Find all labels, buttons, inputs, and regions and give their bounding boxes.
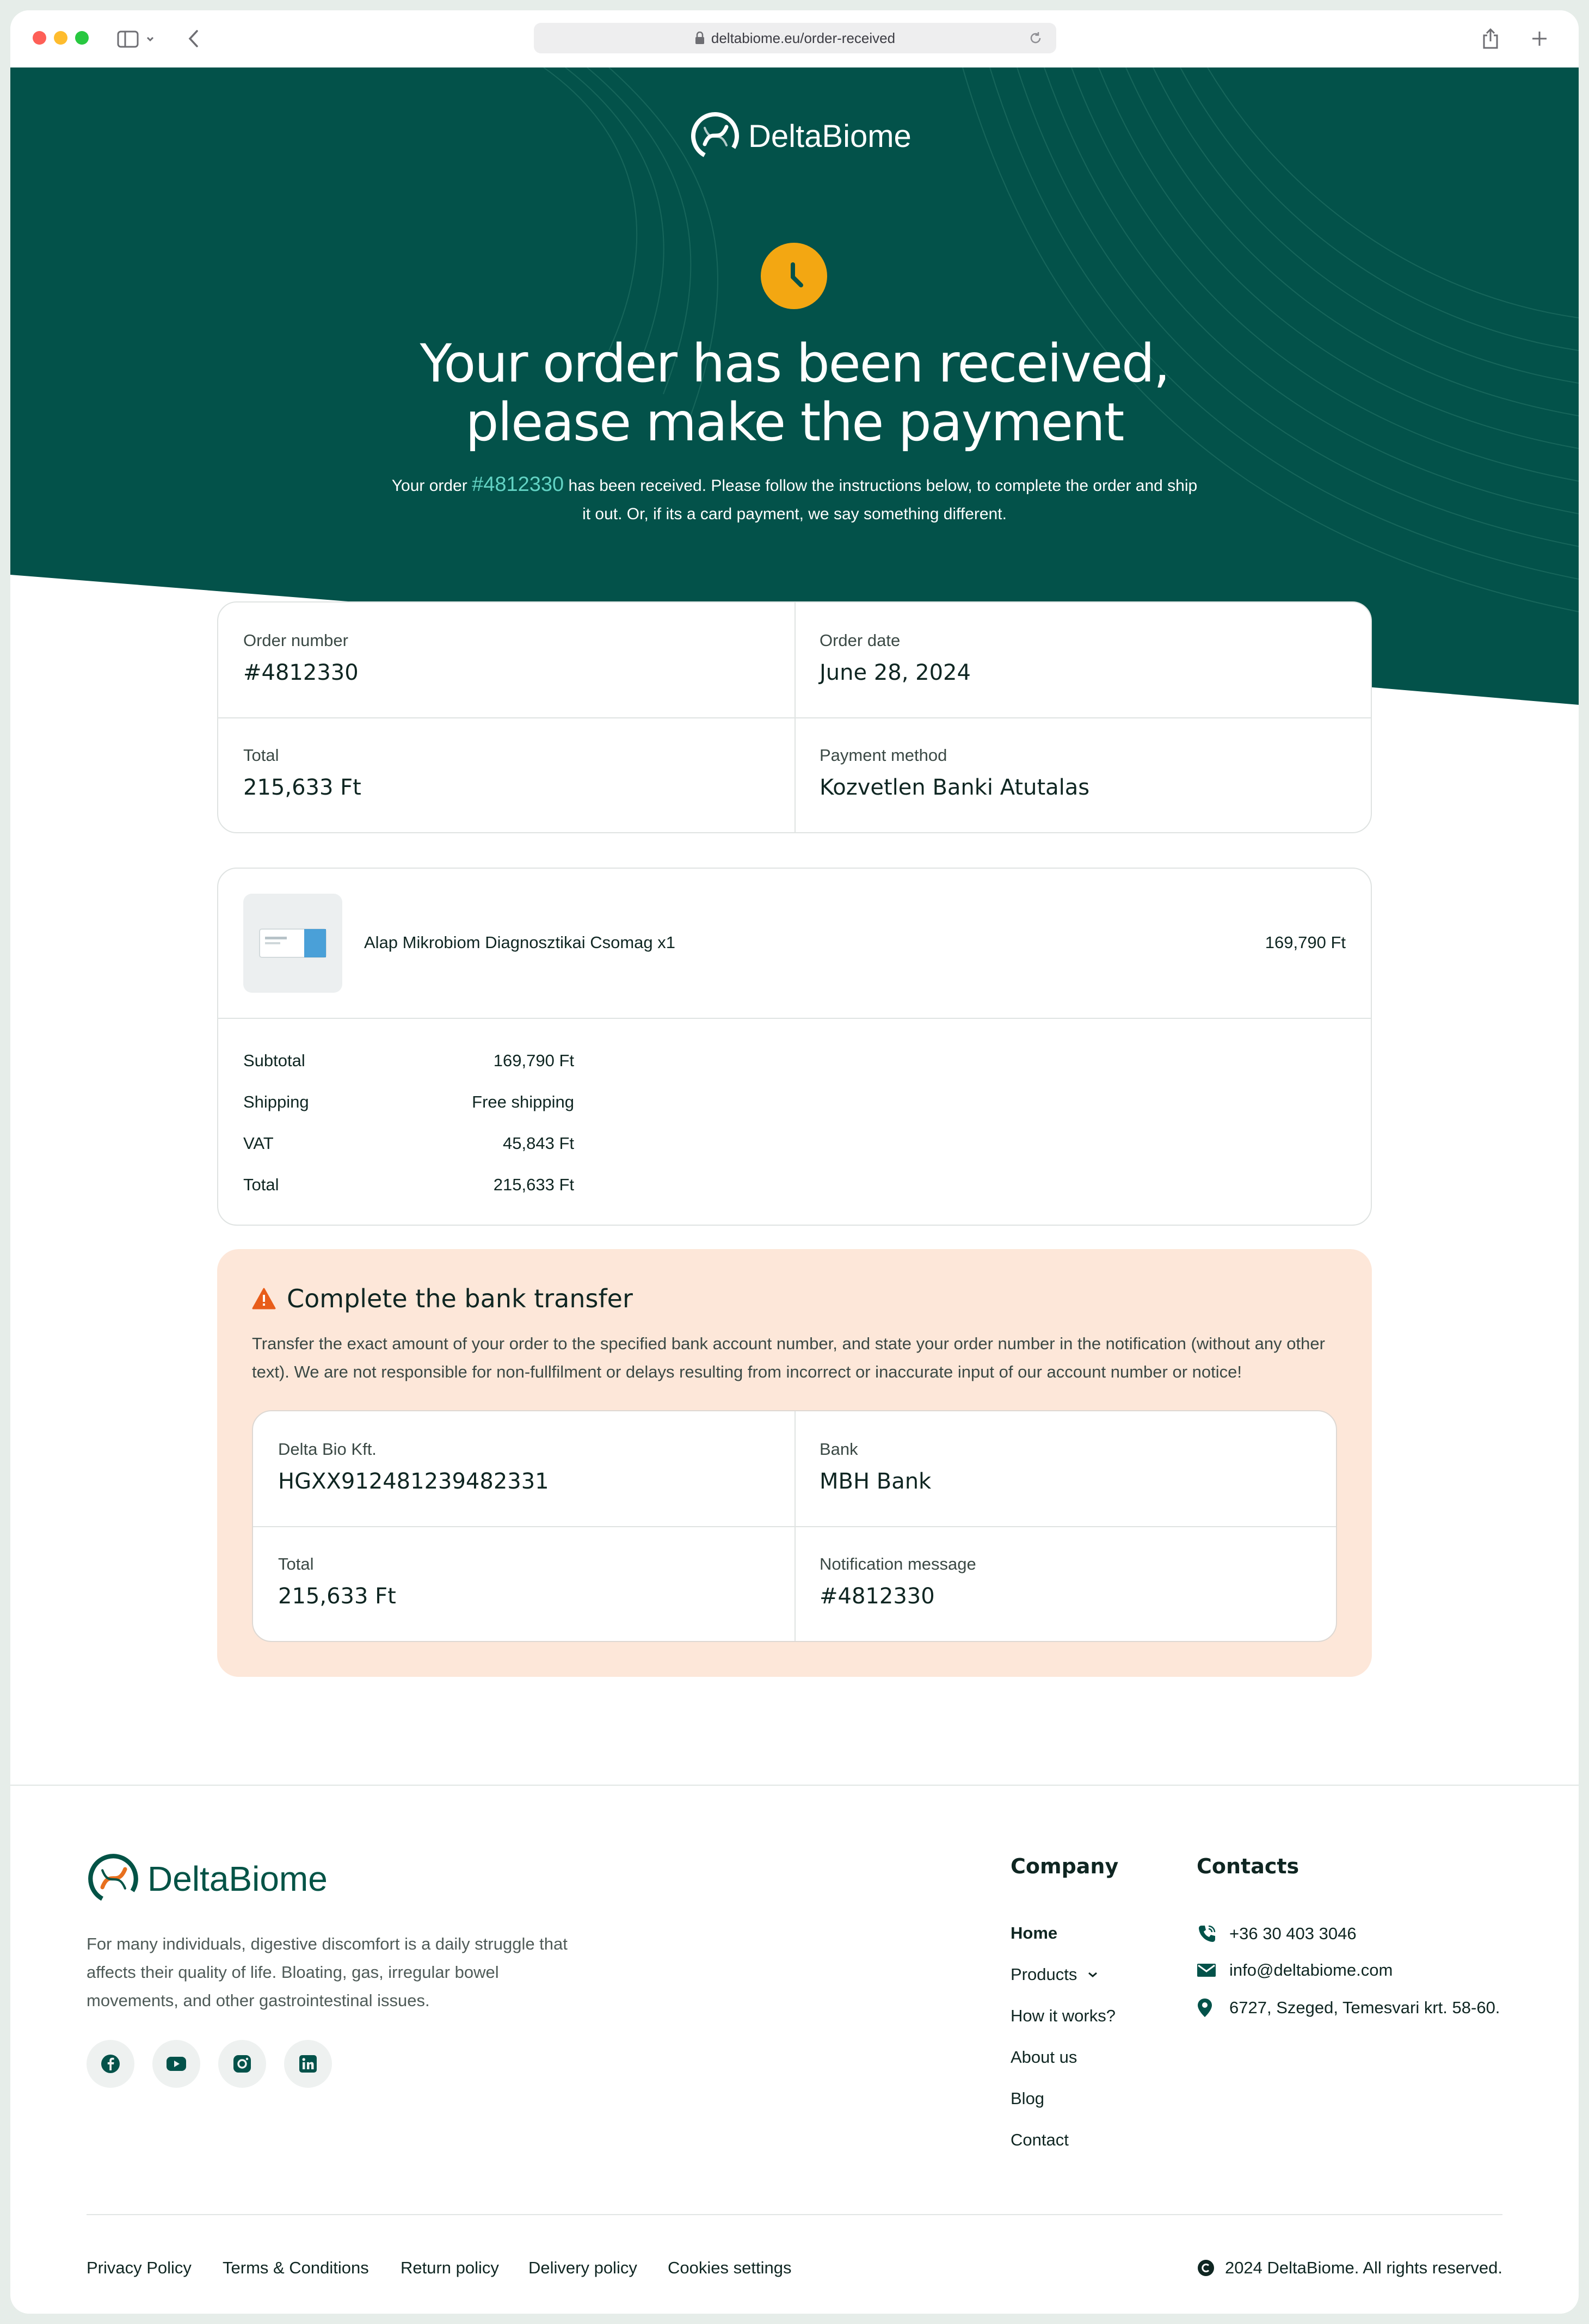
- footer-link-blog[interactable]: Blog: [1011, 2089, 1045, 2108]
- delivery-policy-link[interactable]: Delivery policy: [528, 2258, 637, 2277]
- address-bar[interactable]: [534, 23, 1056, 53]
- footer-link-contact[interactable]: Contact: [1011, 2130, 1069, 2149]
- share-icon[interactable]: [1481, 27, 1500, 51]
- sidebar-toggle-icon[interactable]: [117, 27, 158, 51]
- facebook-icon[interactable]: [87, 2040, 134, 2088]
- instagram-icon[interactable]: [218, 2040, 266, 2088]
- subtotal-label: Subtotal: [243, 1051, 305, 1070]
- notification-message-cell: [795, 1526, 1336, 1641]
- return-policy-link[interactable]: Return policy: [401, 2258, 499, 2277]
- product-price: 169,790 Ft: [1265, 933, 1346, 952]
- contact-address-text: 6727, Szeged, Temesvari krt. 58-60.: [1229, 1998, 1500, 2017]
- terms-conditions-link[interactable]: Terms & Conditions: [223, 2258, 369, 2277]
- browser-window: [10, 10, 1579, 2314]
- footer-link-about-us[interactable]: About us: [1011, 2048, 1077, 2067]
- account-number-value[interactable]: HGXX912481239482331: [278, 1469, 549, 1494]
- footer-link-products-label: Products: [1011, 1965, 1077, 1984]
- bank-name-cell: [795, 1411, 1336, 1526]
- phone-icon: [1197, 1923, 1218, 1944]
- total-label: Total: [243, 1175, 279, 1194]
- linkedin-icon[interactable]: [284, 2040, 332, 2088]
- transfer-total-cell: [253, 1526, 795, 1641]
- bank-name-value: MBH Bank: [820, 1469, 932, 1494]
- footer-logo[interactable]: [87, 1852, 328, 1905]
- social-links: [87, 2040, 350, 2088]
- order-date-label: Order date: [820, 631, 901, 650]
- transfer-total-label: Total: [278, 1554, 314, 1573]
- transfer-total-value[interactable]: 215,633 Ft: [278, 1584, 396, 1609]
- bank-transfer-heading: [252, 1284, 633, 1313]
- browser-toolbar: [10, 10, 1579, 67]
- contact-phone-text: +36 30 403 3046: [1229, 1924, 1357, 1943]
- order-number-value: #4812330: [243, 660, 359, 685]
- page-title: Your order has been received, please make the payment: [420, 333, 1169, 453]
- contacts-heading: Contacts: [1197, 1854, 1299, 1878]
- total-value: 215,633 Ft: [493, 1175, 574, 1194]
- order-total-cell: [218, 717, 795, 832]
- brand-logo[interactable]: [689, 110, 911, 162]
- bank-details-card: [252, 1410, 1337, 1642]
- deltabiome-logo-icon: [87, 1852, 140, 1905]
- order-total-value: 215,633 Ft: [243, 775, 361, 800]
- privacy-policy-link[interactable]: Privacy Policy: [87, 2258, 192, 2277]
- bank-transfer-panel: [217, 1249, 1372, 1677]
- contact-email[interactable]: [1197, 1960, 1393, 1980]
- payment-method-label: Payment method: [820, 746, 947, 765]
- product-image: [243, 894, 342, 993]
- shipping-label: Shipping: [243, 1092, 309, 1111]
- product-name: Alap Mikrobiom Diagnosztikai Csomag x1: [364, 933, 676, 952]
- contact-phone[interactable]: [1197, 1923, 1357, 1944]
- vat-value: 45,843 Ft: [503, 1134, 574, 1153]
- order-total-label: Total: [243, 746, 279, 765]
- back-icon[interactable]: [186, 27, 202, 51]
- brand-name: DeltaBiome: [748, 118, 911, 154]
- notification-message-label: Notification message: [820, 1554, 976, 1573]
- footer-divider: [10, 1785, 1579, 1786]
- order-items-card: [217, 868, 1372, 1226]
- bank-label: Bank: [820, 1440, 858, 1459]
- vat-label: VAT: [243, 1134, 274, 1153]
- notification-message-value[interactable]: #4812330: [820, 1584, 935, 1609]
- account-holder-label: Delta Bio Kft.: [278, 1440, 377, 1459]
- location-pin-icon: [1197, 1997, 1218, 2018]
- clock-icon: [761, 243, 827, 309]
- footer-link-home[interactable]: Home: [1011, 1923, 1058, 1942]
- lock-icon: [695, 32, 705, 45]
- chevron-down-icon: [1087, 1971, 1099, 1978]
- youtube-icon[interactable]: [152, 2040, 200, 2088]
- order-summary-card: [217, 601, 1372, 833]
- order-number-link[interactable]: #4812330: [472, 473, 564, 496]
- footer-description: For many individuals, digestive discomfort is a daily struggle that affects their quality of life. Bloating, gas, irregular bowel movements, and other gastrointestinal issues.: [87, 1934, 568, 2010]
- url-text: deltabiome.eu/order-received: [711, 29, 896, 46]
- new-tab-icon[interactable]: [1530, 27, 1549, 51]
- minimize-window-button[interactable]: [54, 31, 67, 45]
- company-heading: Company: [1011, 1854, 1119, 1878]
- shipping-value: Free shipping: [472, 1092, 574, 1111]
- warning-icon: [252, 1288, 276, 1309]
- bank-transfer-title: Complete the bank transfer: [287, 1284, 633, 1313]
- order-date-value: June 28, 2024: [820, 660, 971, 685]
- copyright-icon: [1197, 2259, 1215, 2277]
- close-window-button[interactable]: [33, 31, 46, 45]
- payment-method-value: Kozvetlen Banki Atutalas: [820, 775, 1090, 800]
- bank-transfer-instructions: Transfer the exact amount of your order to the specified bank account number, and state your order number in the notification (without any other text). We are not responsible for non-fullfilment or delays resulting from incorrect or inaccurate input of our account number or notice!: [252, 1334, 1325, 1381]
- subtotal-value: 169,790 Ft: [493, 1051, 574, 1070]
- payment-method-cell: [795, 717, 1371, 832]
- footer-link-how-it-works[interactable]: How it works?: [1011, 2006, 1116, 2025]
- order-date-cell: [795, 602, 1371, 717]
- copyright-text: 2024 DeltaBiome. All rights reserved.: [1224, 2258, 1502, 2277]
- footer-bottom-divider: [87, 2214, 1502, 2215]
- brand-name: DeltaBiome: [147, 1859, 328, 1898]
- order-number-cell: [218, 602, 795, 717]
- account-number-cell: [253, 1411, 795, 1526]
- footer-link-products[interactable]: [1011, 1965, 1099, 1984]
- divider: [218, 1018, 1371, 1019]
- cookies-settings-link[interactable]: Cookies settings: [668, 2258, 792, 2277]
- contact-address[interactable]: [1197, 1997, 1500, 2018]
- copyright: [1197, 2258, 1502, 2278]
- maximize-window-button[interactable]: [75, 31, 89, 45]
- mail-icon: [1197, 1963, 1218, 1978]
- order-number-label: Order number: [243, 631, 348, 650]
- deltabiome-logo-icon: [689, 110, 741, 162]
- reload-icon[interactable]: [1028, 30, 1043, 46]
- hero-description: Your order #4812330 has been received. Please follow the instructions below, to complete the order and ship it out. Or, if its a card payment, we say something different.: [391, 473, 1198, 523]
- contact-email-text: info@deltabiome.com: [1229, 1960, 1393, 1979]
